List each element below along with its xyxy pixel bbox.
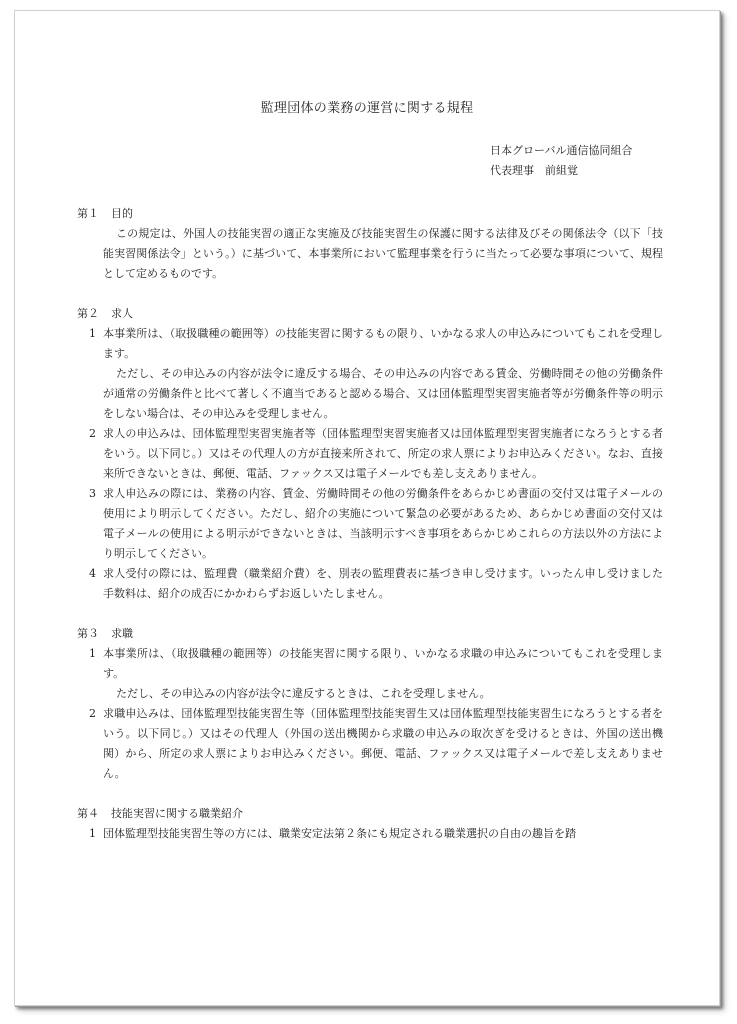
clause-item [77, 824, 663, 844]
section-title: 求職 [111, 627, 133, 640]
clause-text: 求人の申込みは、団体監理型実習実施者等（団体監理型実習実施者又は団体監理型実習実施者になろうとする者をいう。以下同じ。）又はその代理人の方が直接来所されて、所定の求人票によりお申込みください。なお、直接来所できないときは、郵便、電話、ファックス又は電子メールでも差し支えありません。 [103, 427, 663, 480]
document-title: 監理団体の業務の運営に関する規程 [260, 101, 474, 116]
clause-text: 本事業所は、（取扱職種の範囲等）の技能実習に関する限り、いかなる求職の申込みについてもこれを受理します。 [103, 647, 663, 680]
clause-proviso: ただし、その申込みの内容が法令に違反する場合、その申込みの内容である賃金、労働時間その他の労働条件が通常の労働条件と比べて著しく不適当であると認める場合、又は団体監理型実習実施者等が労働条件等の明示をしない場合は、その申込みを受理しません。 [103, 367, 663, 420]
section-title: 技能実習に関する職業紹介 [111, 807, 243, 820]
clause-number: 1 [89, 327, 96, 340]
clause-text: 求人申込みの際には、業務の内容、賃金、労働時間その他の労働条件をあらかじめ書面の交付又は電子メールの使用により明示してください。ただし、紹介の実施について緊急の必要があるため、あらかじめ書面の交付又は電子メールの使用による明示ができないときは、当該明示すべき事項をあらかじめこれらの方法以外の方法により明示してください。 [103, 487, 663, 560]
clause-proviso: ただし、その申込みの内容が法令に違反するときは、これを受理しません。 [116, 687, 491, 700]
section-number: 第４ [77, 807, 99, 820]
clause-item [77, 644, 663, 684]
section-heading [77, 624, 663, 644]
organization-name: 日本グローバル通信協同組合 [490, 144, 633, 157]
clause-number: 2 [89, 427, 96, 440]
section-heading [77, 804, 663, 824]
clause-text: 本事業所は、（取扱職種の範囲等）の技能実習に関するもの限り、いかなる求人の申込みについてもこれを受理します。 [103, 327, 663, 360]
representative-name: 代表理事 前組覚 [490, 164, 578, 177]
section-heading [77, 304, 663, 324]
section-number: 第３ [77, 627, 99, 640]
section-title: 目的 [111, 207, 133, 220]
section-heading [77, 204, 663, 224]
clause-number: 3 [89, 487, 96, 500]
section-job-offers [77, 304, 663, 604]
clause-item [77, 484, 663, 564]
document-page [14, 10, 720, 1006]
clause-text: 求人受付の際には、監理費（職業紹介費）を、別表の監理費表に基づき申し受けます。いったん申し受けました手数料は、紹介の成否にかかわらずお返しいたしません。 [103, 567, 663, 600]
section-paragraph: この規定は、外国人の技能実習の適正な実施及び技能実習生の保護に関する法律及びその関係法令（以下「技能実習関係法令」という。）に基づいて、本事業所において監理事業を行うに当たって必要な事項について、規程として定めるものです。 [103, 227, 663, 280]
clause-number: 2 [89, 707, 96, 720]
clause-text: 求職申込みは、団体監理型技能実習生等（団体監理型技能実習生又は団体監理型技能実習生になろうとする者をいう。以下同じ。）又はその代理人（外国の送出機関から求職の申込みの取次ぎを受けるときは、外国の送出機関）から、所定の求人票によりお申込みください。郵便、電話、ファックス又は電子メールで差し支えありません。 [103, 707, 663, 780]
clause-item [77, 424, 663, 484]
section-number: 第２ [77, 307, 99, 320]
clause-item [77, 564, 663, 604]
clause-number: 4 [89, 567, 96, 580]
clause-item [77, 704, 663, 784]
section-purpose [77, 204, 663, 284]
clause-text: 団体監理型技能実習生等の方には、職業安定法第２条にも規定される職業選択の自由の趣旨を踏 [103, 827, 576, 840]
section-job-seekers [77, 624, 663, 784]
clause-number: 1 [89, 647, 96, 660]
section-job-placement [77, 804, 663, 844]
section-title: 求人 [111, 307, 133, 320]
section-number: 第１ [77, 207, 99, 220]
issuer-block [490, 141, 632, 181]
clause-number: 1 [89, 827, 96, 840]
document-body [77, 204, 663, 864]
clause-item [77, 324, 663, 364]
